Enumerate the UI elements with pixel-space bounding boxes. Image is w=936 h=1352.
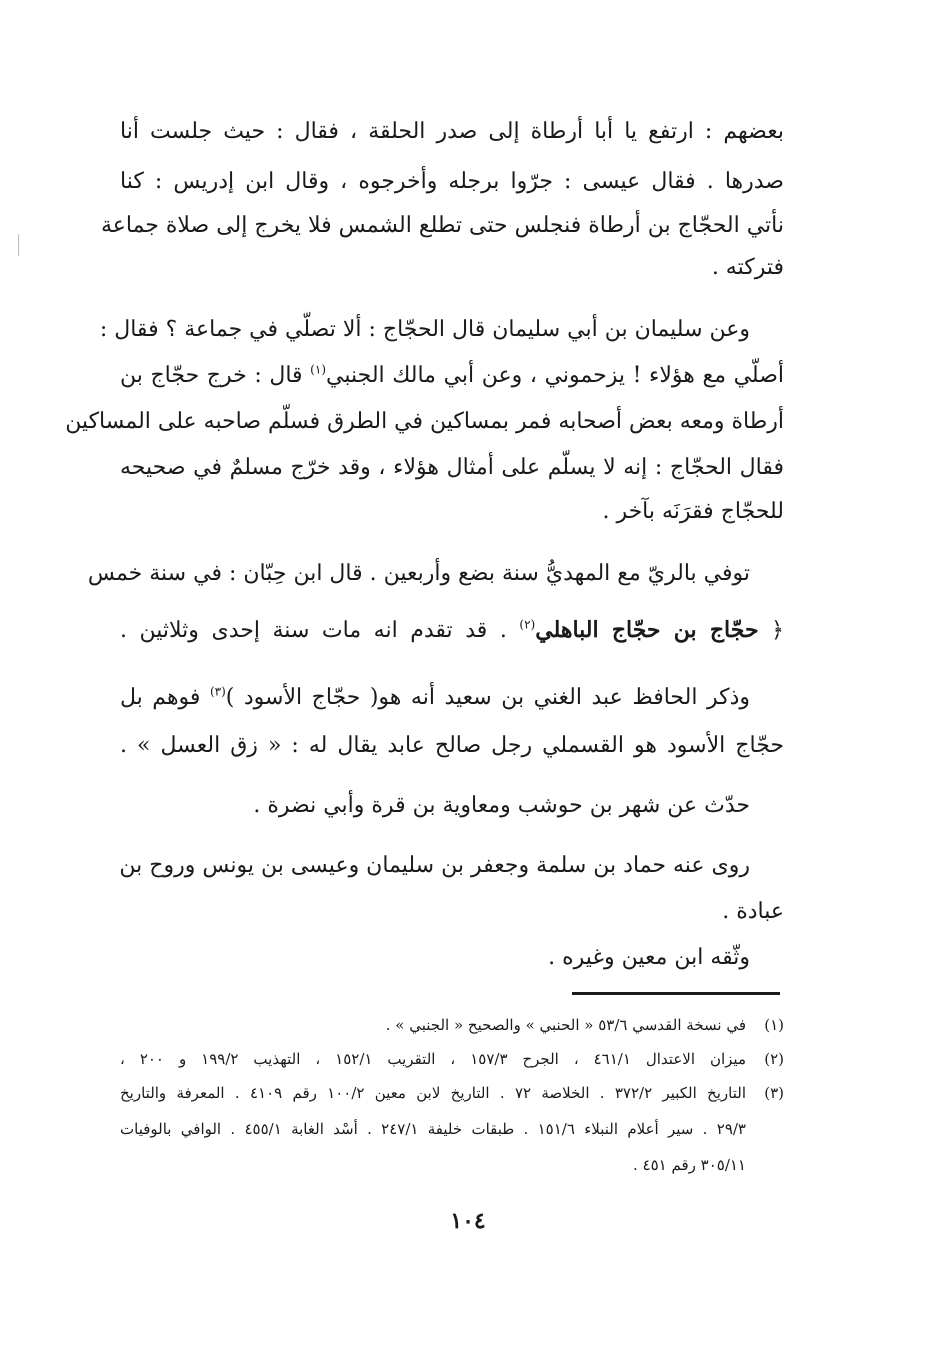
margin-mark [18, 234, 19, 256]
footnote-number: (١) [764, 1016, 784, 1034]
body-line: للحجّاج فقرَنَه بآخر . [602, 499, 784, 524]
body-line: فقال الحجّاج : إنه لا يسلّم على أمثال هؤلاء ، وقد خرّج مسلمٌ في صحيحه [120, 455, 784, 480]
body-line: حجّاج الأسود هو القسملي رجل صالح عابد يقال له : « زق العسل » . [120, 733, 784, 758]
body-line: أرطاة ومعه بعض أصحابه فمر بمساكين في الطرق فسلّم صاحبه على المساكين [65, 409, 784, 434]
body-line: وعن سليمان بن أبي سليمان قال الحجّاج : ألا تصلّي في جماعة ؟ فقال : [99, 317, 750, 342]
body-line: روى عنه حماد بن سلمة وجعفر بن سليمان وعيسى بن يونس وروح بن [119, 853, 750, 878]
entry-name: حجّاج بن حجّاج الباهلي [535, 617, 759, 643]
footnote-ref: (٣) [209, 684, 226, 699]
body-line: عبادة . [722, 899, 784, 924]
body-line: فتركته . [711, 255, 784, 280]
footnote-text: في نسخة القدسي ٥٣/٦ « الحنبي » والصحيح « الجنبي » . [385, 1016, 746, 1034]
body-line [120, 362, 784, 390]
footnote-divider [572, 992, 780, 995]
body-line: وثّقه ابن معين وغيره . [548, 945, 750, 970]
body-line [120, 684, 750, 712]
entry-heading-line [120, 616, 784, 645]
body-text: . قد تقدم انه مات سنة إحدى وثلاثين . [120, 618, 520, 643]
body-text: وذكر الحافظ عبد الغني بن سعيد أنه هو( حجّاج الأسود ) [225, 685, 750, 710]
footnote-text: التاريخ الكبير ٣٧٢/٢ . الخلاصة ٧٢ . التاريخ لابن معين ١٠٠/٢ رقم ٤١٠٩ . المعرفة والتاريخ [120, 1084, 746, 1102]
footnote-1 [120, 1014, 784, 1036]
footnote-3 [120, 1082, 784, 1104]
body-line: نأتي الحجّاج بن أرطاة فنجلس حتى تطلع الشمس فلا يخرج إلى صلاة جماعة [100, 213, 784, 238]
footnote-text: ميزان الاعتدال ٤٦١/١ ، الجرح ١٥٧/٣ ، التقريب ١٥٢/١ ، التهذيب ١٩٩/٢ و ٢٠٠ ، [120, 1050, 746, 1068]
body-line: توفي بالريّ مع المهديُّ سنة بضع وأربعين . قال ابن حِبّان : في سنة خمس [87, 561, 750, 586]
body-text: فوهم بل [120, 685, 210, 710]
footnote-ref: (١) [310, 362, 326, 377]
body-text: قال : خرج حجّاج بن [120, 363, 311, 388]
footnote-2 [120, 1048, 784, 1070]
body-line: بعضهم : ارتفع يا أبا أرطاة إلى صدر الحلقة ، فقال : حيث جلست أنا [120, 119, 784, 144]
body-line: حدّث عن شهر بن حوشب ومعاوية بن قرة وأبي نضرة . [253, 793, 750, 818]
footnote-3-cont: ٢٩/٣ . سير أعلام النبلاء ١٥١/٦ . طبقات خليفة ٢٤٧/١ . أسْد الغابة ٤٥٥/١ . الوافي بالوفيات [120, 1120, 746, 1138]
footnote-3-cont: ٣٠٥/١١ رقم ٤٥١ . [633, 1156, 746, 1174]
footnote-number: (٢) [764, 1050, 784, 1068]
entry-marker: ﴿ [758, 618, 785, 643]
body-text: أصلّي مع هؤلاء ! يزحموني ، وعن أبي مالك الجنبي [326, 363, 784, 388]
body-line: صدرها . فقال عيسى : جرّوا برجله وأخرجوه ، وقال ابن إدريس : كنا [120, 169, 784, 194]
footnote-number: (٣) [764, 1084, 784, 1102]
footnote-ref: (٢) [519, 617, 536, 632]
page-number: ١٠٤ [450, 1208, 486, 1234]
